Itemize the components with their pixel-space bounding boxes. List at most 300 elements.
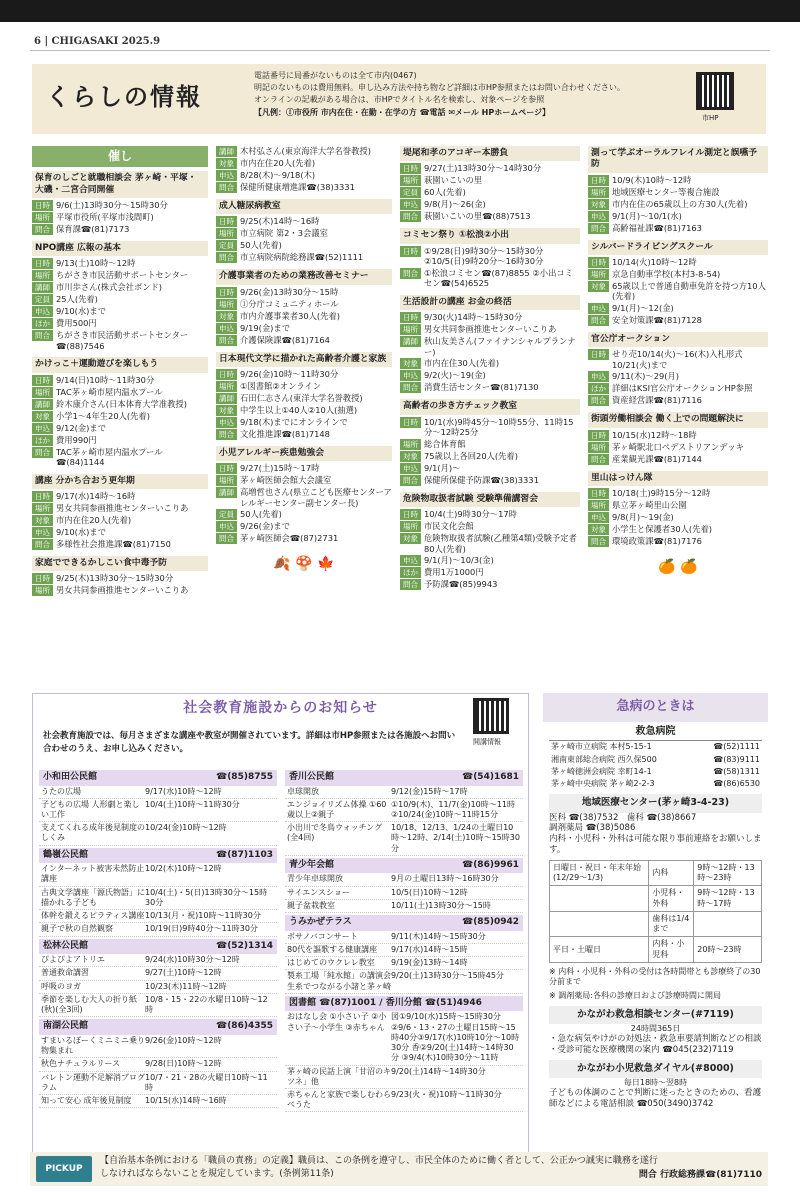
field-value: 茅ヶ崎医師会☎(87)2731 <box>240 533 339 544</box>
field-value: 総合体育館 <box>424 438 466 449</box>
program-date: 10/4(土)10時～11時30分 <box>145 799 240 809</box>
field-tag: 申込 <box>588 211 609 222</box>
field-tag: 場所 <box>588 442 609 453</box>
facility-list-left <box>39 768 277 1108</box>
event-row <box>216 417 392 428</box>
event-row <box>400 533 580 554</box>
facility-name: 鶴嶺公民館 <box>43 849 89 860</box>
event-row <box>400 439 580 450</box>
hours-row <box>550 861 762 886</box>
event-row <box>32 515 208 526</box>
field-tag: 日時 <box>216 287 237 298</box>
events-column <box>216 146 392 580</box>
emergency-title: 急病のときは <box>543 693 768 722</box>
facility-row <box>39 954 277 967</box>
program-date: 9/17(水)10時～12時 <box>145 786 222 796</box>
field-tag: 問合 <box>216 252 237 263</box>
hours-table <box>549 860 762 963</box>
facility-header <box>39 939 277 955</box>
event-row <box>588 211 768 222</box>
field-tag: 場所 <box>32 503 53 514</box>
field-value: 高増哲也さん(県立こども医療センターアレルギーセンター副センター長) <box>240 487 392 508</box>
field-value: 10/15(水)12時～18時 <box>612 429 697 440</box>
field-value: 10/18(土)9時15分～12時 <box>612 487 711 498</box>
field-tag: 日時 <box>216 216 237 227</box>
program-name: おはなし会 ①小さい子 ②小さい子～小学生 ③赤ちゃん <box>287 1012 387 1032</box>
program-date: 10/2(木)10時～12時 <box>145 864 222 874</box>
facility-name: 青少年会館 <box>289 859 335 870</box>
field-tag: 日時 <box>588 349 609 360</box>
hours-cell <box>550 911 649 936</box>
facility-row <box>285 1089 523 1112</box>
event-row <box>216 475 392 486</box>
facility-header <box>285 770 523 786</box>
field-value: 9/27(土)15時～17時 <box>240 463 320 473</box>
event-row <box>400 358 580 369</box>
field-tag: 申込 <box>400 463 421 474</box>
field-value: 9/26(金)13時30分～15時 <box>240 286 339 297</box>
field-value: 平塚市役所(平塚市浅間町) <box>56 211 154 222</box>
event-row <box>32 306 208 317</box>
field-value: 9/27(土)13時30分～14時30分 <box>424 163 542 174</box>
event-item <box>216 199 392 263</box>
field-value: 小学1～4年生20人(先着) <box>56 410 150 421</box>
field-tag: 日時 <box>400 246 421 257</box>
program-name: 支えてくれる成年後見制度のしくみ <box>41 823 145 843</box>
hours-cell: 9時～12時・13時～23時 <box>694 861 762 886</box>
field-tag: 申込 <box>32 306 53 317</box>
facility-header <box>39 770 277 786</box>
field-value: ちがさき市民活動サポートセンター ☎(88)7546 <box>56 330 189 351</box>
event-row <box>32 200 208 211</box>
consult-line: ・受診可能な医療機関の案内 ☎045(232)7119 <box>549 1044 734 1055</box>
program-date: 9/17(水)14時～15時 <box>391 944 468 954</box>
facility-tel: ☎(85)8755 <box>215 772 273 782</box>
event-row <box>588 395 768 406</box>
program-name: 茅ヶ崎の民話上演「甘沼のキツネ」他 <box>287 1066 391 1086</box>
event-title: 里山はっけん隊 <box>588 471 768 486</box>
hospital-row <box>543 766 768 778</box>
event-row <box>32 539 208 550</box>
event-item <box>32 357 208 467</box>
banner-note: 電話番号に局番がないものは全て市内(0467) <box>254 71 417 80</box>
field-value: 9/25(木)13時30分～15時30分 <box>56 573 174 584</box>
child-line: 子どもの体調のことで判断に迷ったときのための、看護師などによる電話相談 ☎050(3490)3742 <box>549 1088 762 1109</box>
field-value: 萩園いこいの里 <box>424 175 483 186</box>
program-name: 卓球開放 <box>287 786 319 796</box>
event-row <box>216 252 392 263</box>
field-value: 60人(先着) <box>424 187 466 198</box>
field-value: 8/28(木)～9/18(木) <box>240 170 316 180</box>
event-row <box>32 503 208 514</box>
field-tag: 問合 <box>400 579 421 590</box>
facility-row <box>39 786 277 799</box>
facility-row <box>39 863 277 886</box>
program-name: 親子で秋の自然観察 <box>41 924 113 934</box>
field-value: TAC茅ヶ崎市屋内温水プール ☎(84)1144 <box>56 446 163 468</box>
event-row <box>216 405 392 416</box>
persimmon-icon: 🍊 🍊 <box>658 558 698 575</box>
field-value: 9/30(火)14時～15時30分 <box>424 312 523 323</box>
autumn-leaves-icon: 🍂 🍄 🍁 <box>273 556 335 573</box>
field-tag: 講師 <box>400 336 421 347</box>
field-tag: 申込 <box>32 423 53 434</box>
field-tag: 申込 <box>216 417 237 428</box>
facility-row <box>39 822 277 845</box>
event-row <box>32 375 208 386</box>
field-tag: 日時 <box>588 175 609 186</box>
program-date: 9/23(火・祝)10時～11時30分 <box>391 1089 502 1099</box>
event-title: 街頭労働相談会 働く上での問題解決に <box>588 412 768 427</box>
hospital-tel: ☎(58)1311 <box>713 766 760 776</box>
facility-row <box>39 1095 277 1108</box>
field-tag: 講師 <box>216 487 237 498</box>
event-row <box>32 399 208 410</box>
banner-note: 明記のないものは費用無料。申し込み方法や持ち物など詳細は市HP参照またはお問い合わせください。 <box>254 83 625 92</box>
event-row <box>588 442 768 453</box>
field-tag: 問合 <box>400 211 421 222</box>
event-title: 保育のしごと就職相談会 茅ヶ崎・平塚・大磯・二宮合同開催 <box>32 171 208 198</box>
event-title: 官公庁オークション <box>588 332 768 347</box>
facility-row <box>39 887 277 910</box>
events-column <box>32 146 208 602</box>
hospital-name: 茅ヶ崎市立病院 本村5-15-1 <box>551 742 652 752</box>
event-row <box>588 303 768 314</box>
field-value: 市立病院 第2・3会議室 <box>240 228 328 239</box>
facility-row <box>39 923 277 936</box>
event-row <box>400 312 580 323</box>
field-value: 保健所健康増進課☎(38)3331 <box>240 182 355 192</box>
hospitals-heading: 救急病院 <box>549 722 762 742</box>
field-value: 費用1万1000円 <box>424 567 484 578</box>
program-name: ぴよぴよアトリエ <box>41 955 105 965</box>
field-tag: 日時 <box>588 488 609 499</box>
event-row <box>216 299 392 310</box>
event-title: 堤尾和孝のアコギー本勝負 <box>400 146 580 161</box>
field-tag: ほか <box>400 567 421 578</box>
program-date: 9/19(金)13時～14時 <box>391 958 468 968</box>
consult-line: ・急な病気やけがの対処法・救急車要請判断などの相談 <box>549 1033 762 1044</box>
program-name: 普通救命講習 <box>41 968 89 978</box>
field-value: 9/12(金)まで <box>56 422 106 433</box>
event-row <box>588 199 768 210</box>
page-title: くらしの情報 <box>46 83 202 111</box>
qr-code[interactable] <box>473 698 509 734</box>
field-value: 男女共同参画推進センターいこりあ <box>56 503 189 514</box>
program-name: 製糸工場「純水館」の講演会 生糸でつながる小諸と茅ヶ崎 <box>287 971 391 991</box>
event-title: 高齢者の歩き方チェック教室 <box>400 399 580 414</box>
program-date: 10/11(土)13時30分～15時 <box>391 900 491 910</box>
event-row <box>400 370 580 381</box>
field-tag: 場所 <box>32 585 53 596</box>
hours-cell: 9時～12時・13時～17時 <box>694 886 762 911</box>
facility-row <box>39 1035 277 1058</box>
field-value: 茅ヶ崎医師会館大会議室 <box>240 475 332 485</box>
hospital-name: 茅ヶ崎徳洲会病院 幸町14-1 <box>551 766 652 776</box>
field-value: 小学生と保護者30人(先着) <box>612 523 713 534</box>
field-value: 市民文化会館 <box>424 521 474 532</box>
program-date: 9/24(水)10時30分～12時 <box>145 955 240 965</box>
event-row <box>216 393 392 404</box>
facility-header <box>39 848 277 864</box>
event-row <box>216 487 392 508</box>
field-tag: 場所 <box>32 387 53 398</box>
field-value: 介護保険課☎(81)7164 <box>240 334 330 345</box>
event-row <box>588 257 768 268</box>
hours-cell: 20時～23時 <box>694 937 762 962</box>
program-name: エンジョイリズム体操 ①60歳以上②親子 <box>287 799 387 819</box>
program-name: サイエンスショー <box>287 887 350 897</box>
field-tag: 場所 <box>588 500 609 511</box>
field-value: 10/1(水)9時45分～10時55分、11時15分～12時25分 <box>424 416 574 438</box>
field-tag: 日時 <box>216 463 237 474</box>
facility-header <box>285 915 523 931</box>
event-row <box>32 212 208 223</box>
field-value: 9/10(水)まで <box>56 527 106 538</box>
program-date: 10/13(月・祝)10時～11時30分 <box>145 911 261 921</box>
field-value: 9/14(日)10時～11時30分 <box>56 374 155 385</box>
event-row <box>588 281 768 302</box>
event-item <box>32 171 208 235</box>
field-value: 費用500円 <box>56 318 97 329</box>
event-row <box>216 463 392 474</box>
hospital-name: 湘南東部総合病院 西久保500 <box>551 754 657 764</box>
qr-code[interactable] <box>696 72 734 110</box>
event-title: シルバードライビングスクール <box>588 240 768 255</box>
legend: 【凡例：Ⓘ市役所 市内在住・在勤・在学の方 ☎電話 ✉メール HPホームページ】 <box>254 108 551 117</box>
program-date: 10/23(木)11時～12時 <box>145 981 227 991</box>
event-row <box>400 175 580 186</box>
facility-row <box>285 786 523 799</box>
child-dial <box>549 1060 762 1110</box>
field-value: 環境政策課☎(81)7176 <box>612 535 702 546</box>
event-item <box>588 412 768 464</box>
event-row <box>32 282 208 293</box>
event-row <box>400 475 580 486</box>
field-value: 9/11(木)～29(月) <box>612 371 680 382</box>
event-row <box>400 555 580 566</box>
field-value: 市川歩さん(株式会社ボンド) <box>56 282 163 293</box>
event-title: 講座 分かち合おう更年期 <box>32 474 208 489</box>
qr-label: 開講情報 <box>473 738 501 746</box>
program-name: うたの広場 <box>41 786 81 796</box>
facility-row <box>285 887 523 900</box>
event-row <box>400 521 580 532</box>
field-value: 資産経営課☎(81)7116 <box>612 395 702 406</box>
field-value: 10/14(火)10時～12時 <box>612 256 697 267</box>
program-date: ①10/9(木)、11/7(金)10時～11時 ②10/24(金)10時～11時15分 <box>391 799 515 819</box>
field-tag: 日時 <box>32 258 53 269</box>
field-value: 木村弘さん(東京海洋大学名誉教授) <box>240 146 371 156</box>
facility-row <box>39 910 277 923</box>
field-value: 9/6(土)13時30分～15時30分 <box>56 199 168 210</box>
event-row <box>588 383 768 394</box>
child-title: かながわ小児救急ダイヤル(#8000) <box>549 1060 762 1078</box>
event-row <box>588 269 768 280</box>
field-tag: 問合 <box>216 335 237 346</box>
field-tag: 問合 <box>588 536 609 547</box>
hospital-tel: ☎(86)6530 <box>713 779 760 789</box>
header-rule <box>30 50 770 51</box>
event-row <box>400 567 580 578</box>
field-tag: 日時 <box>32 491 53 502</box>
field-value: 市内在住20人(先着) <box>56 515 132 526</box>
event-row <box>216 335 392 346</box>
event-row <box>32 318 208 329</box>
pickup-text: 【自治基本条例における「職員の責務」の定義】職員は、この条例を遵守し、市民全体のために働く者として、公正かつ誠実に職務を遂行しなければならないことを規定しています。(条例第11条) <box>100 1156 658 1179</box>
event-row <box>216 509 392 520</box>
event-row <box>216 533 392 544</box>
banner-note: オンラインの記載がある場合は、市HPでタイトル名を検索し、対象ページを参照 <box>254 95 545 104</box>
field-tag: 申込 <box>216 170 237 181</box>
facility-tel: ☎(87)1103 <box>215 849 273 860</box>
hours-row <box>550 911 762 936</box>
hospital-name: 茅ヶ崎中央病院 茅ヶ崎2-2-3 <box>551 779 655 789</box>
field-value: 9/19(金)まで <box>240 322 290 333</box>
field-value: 9/8(月)～26(金) <box>424 199 486 210</box>
event-item <box>588 240 768 326</box>
event-row <box>400 509 580 520</box>
event-row <box>32 435 208 446</box>
field-tag: 場所 <box>32 270 53 281</box>
field-tag: 対象 <box>400 451 421 462</box>
field-tag: 日時 <box>400 417 421 428</box>
event-row <box>400 324 580 335</box>
field-value: 男女共同参画推進センターいこりあ <box>424 324 557 335</box>
field-tag: 講師 <box>32 282 53 293</box>
facility-row <box>285 873 523 886</box>
facility-row <box>285 900 523 913</box>
hours-cell: 平日・土曜日 <box>550 937 649 962</box>
event-row <box>400 463 580 474</box>
facility-name: 松林公民館 <box>43 940 89 951</box>
field-value: 市内在住の65歳以上の方30人(先着) <box>612 198 748 209</box>
social-education-panel <box>32 693 529 1163</box>
event-row <box>216 240 392 251</box>
event-row <box>32 573 208 584</box>
field-value: Ⓘ分庁コミュニティホール <box>240 298 339 309</box>
program-name: 古典文学講座「源氏物語」に描かれる子ども <box>41 887 145 907</box>
consult-sub: 24時間365日 <box>630 1023 681 1033</box>
field-value: 石田仁志さん(東洋大学名誉教授) <box>240 392 363 403</box>
facility-row <box>39 1058 277 1071</box>
event-row <box>400 336 580 357</box>
pickup-contact: 問合 行政総務課☎(81)7110 <box>638 1170 762 1180</box>
facility-row <box>285 822 523 856</box>
field-tag: 対象 <box>588 524 609 535</box>
field-tag: 場所 <box>216 475 237 486</box>
facility-tel: ☎(85)0942 <box>461 917 519 928</box>
hours-row <box>550 886 762 911</box>
event-item <box>400 295 580 393</box>
field-value: 費用990円 <box>56 434 97 445</box>
field-value: 消費生活センター☎(81)7130 <box>424 382 539 393</box>
field-value: 萩園いこいの里☎(88)7513 <box>424 211 531 222</box>
field-tag: 場所 <box>216 381 237 392</box>
event-row <box>400 417 580 438</box>
field-value: せり売10/14(火)～16(木)入札形式10/21(火)まで <box>612 349 743 370</box>
event-item <box>588 471 768 547</box>
facility-row <box>39 981 277 994</box>
field-tag: ほか <box>32 318 53 329</box>
event-title: コミセン祭り ①松浪②小出 <box>400 228 580 243</box>
facility-row <box>39 994 277 1017</box>
field-tag: 問合 <box>32 539 53 550</box>
field-tag: 申込 <box>588 512 609 523</box>
field-value: ①松浪コミセン☎(87)8855 ②小出コミセン☎(54)6525 <box>424 267 573 289</box>
facility-tel: ☎(52)1314 <box>215 940 273 951</box>
field-tag: 問合 <box>588 454 609 465</box>
event-title: かけっこ＋運動遊びを楽しもう <box>32 357 208 372</box>
event-row <box>32 527 208 538</box>
event-title: 危険物取扱者試験 受験準備講習会 <box>400 492 580 507</box>
field-value: 65歳以上で普通自動車免許を持つ方10人(先着) <box>612 280 766 302</box>
event-row <box>400 579 580 590</box>
program-date: 10/15(水)14時～16時 <box>145 1095 227 1105</box>
event-row <box>216 429 392 440</box>
facility-name: 香川公民館 <box>289 772 335 782</box>
field-tag: 申込 <box>400 370 421 381</box>
facility-row <box>285 931 523 944</box>
field-tag: 対象 <box>400 358 421 369</box>
field-tag: 日時 <box>400 312 421 323</box>
field-value: 秋山友美さん(ファイナンシャルプランナー) <box>424 336 576 357</box>
field-tag: 日時 <box>216 369 237 380</box>
event-row <box>32 330 208 351</box>
field-value: ①9/28(日)9時30分～15時30分 ②10/5(日)9時20分～16時30分 <box>424 245 544 267</box>
event-item <box>400 399 580 485</box>
facility-name: 小和田公民館 <box>43 772 98 782</box>
top-bar <box>0 0 800 22</box>
field-value: 産業観光課☎(81)7144 <box>612 453 702 464</box>
program-name: バレトン運動不足解消プログラム <box>41 1072 145 1092</box>
program-date: 9月の土曜日13時～16時30分 <box>391 874 499 884</box>
program-date: 10/19(日)9時40分～11時30分 <box>145 924 258 934</box>
event-title: 測って学ぶオーラルフレイル測定と誤嚥予防 <box>588 146 768 173</box>
field-tag: 日時 <box>32 573 53 584</box>
event-title: 成人糖尿病教室 <box>216 199 392 214</box>
event-row <box>400 246 580 267</box>
medical-center <box>549 794 762 963</box>
field-tag: 対象 <box>216 311 237 322</box>
field-tag: 問合 <box>400 268 421 279</box>
event-item <box>32 556 208 596</box>
field-tag: 申込 <box>400 555 421 566</box>
field-value: 市内在住30人(先着) <box>424 358 500 369</box>
field-tag: 問合 <box>32 447 53 458</box>
event-row <box>32 294 208 305</box>
field-value: ①図書館②オンライン <box>240 380 322 391</box>
program-name: 秋色ナチュラルリース <box>41 1059 121 1069</box>
facility-row <box>285 1066 523 1089</box>
facility-row <box>285 970 523 993</box>
field-value: 京急自動車学校(本村3-8-54) <box>612 268 721 279</box>
field-value: 9/1(月)～10/3(金) <box>424 555 494 566</box>
field-value: 鈴木康介さん(日本体育大学准教授) <box>56 398 187 409</box>
program-date: 9/20(土)13時30分～15時45分 <box>391 971 504 981</box>
program-name: ボサノバコンサート <box>287 931 358 941</box>
field-tag: 定員 <box>216 509 237 520</box>
event-row <box>400 451 580 462</box>
event-row <box>588 349 768 370</box>
running-header: 6 | CHIGASAKI 2025.9 <box>34 36 161 47</box>
program-name: 体幹を鍛えるピラティス講座 <box>41 911 145 921</box>
field-value: 保健所保健予防課☎(38)3331 <box>424 474 539 485</box>
field-tag: 問合 <box>216 182 237 193</box>
field-tag: 問合 <box>588 315 609 326</box>
event-row <box>216 369 392 380</box>
hospital-tel: ☎(83)9111 <box>713 754 760 764</box>
